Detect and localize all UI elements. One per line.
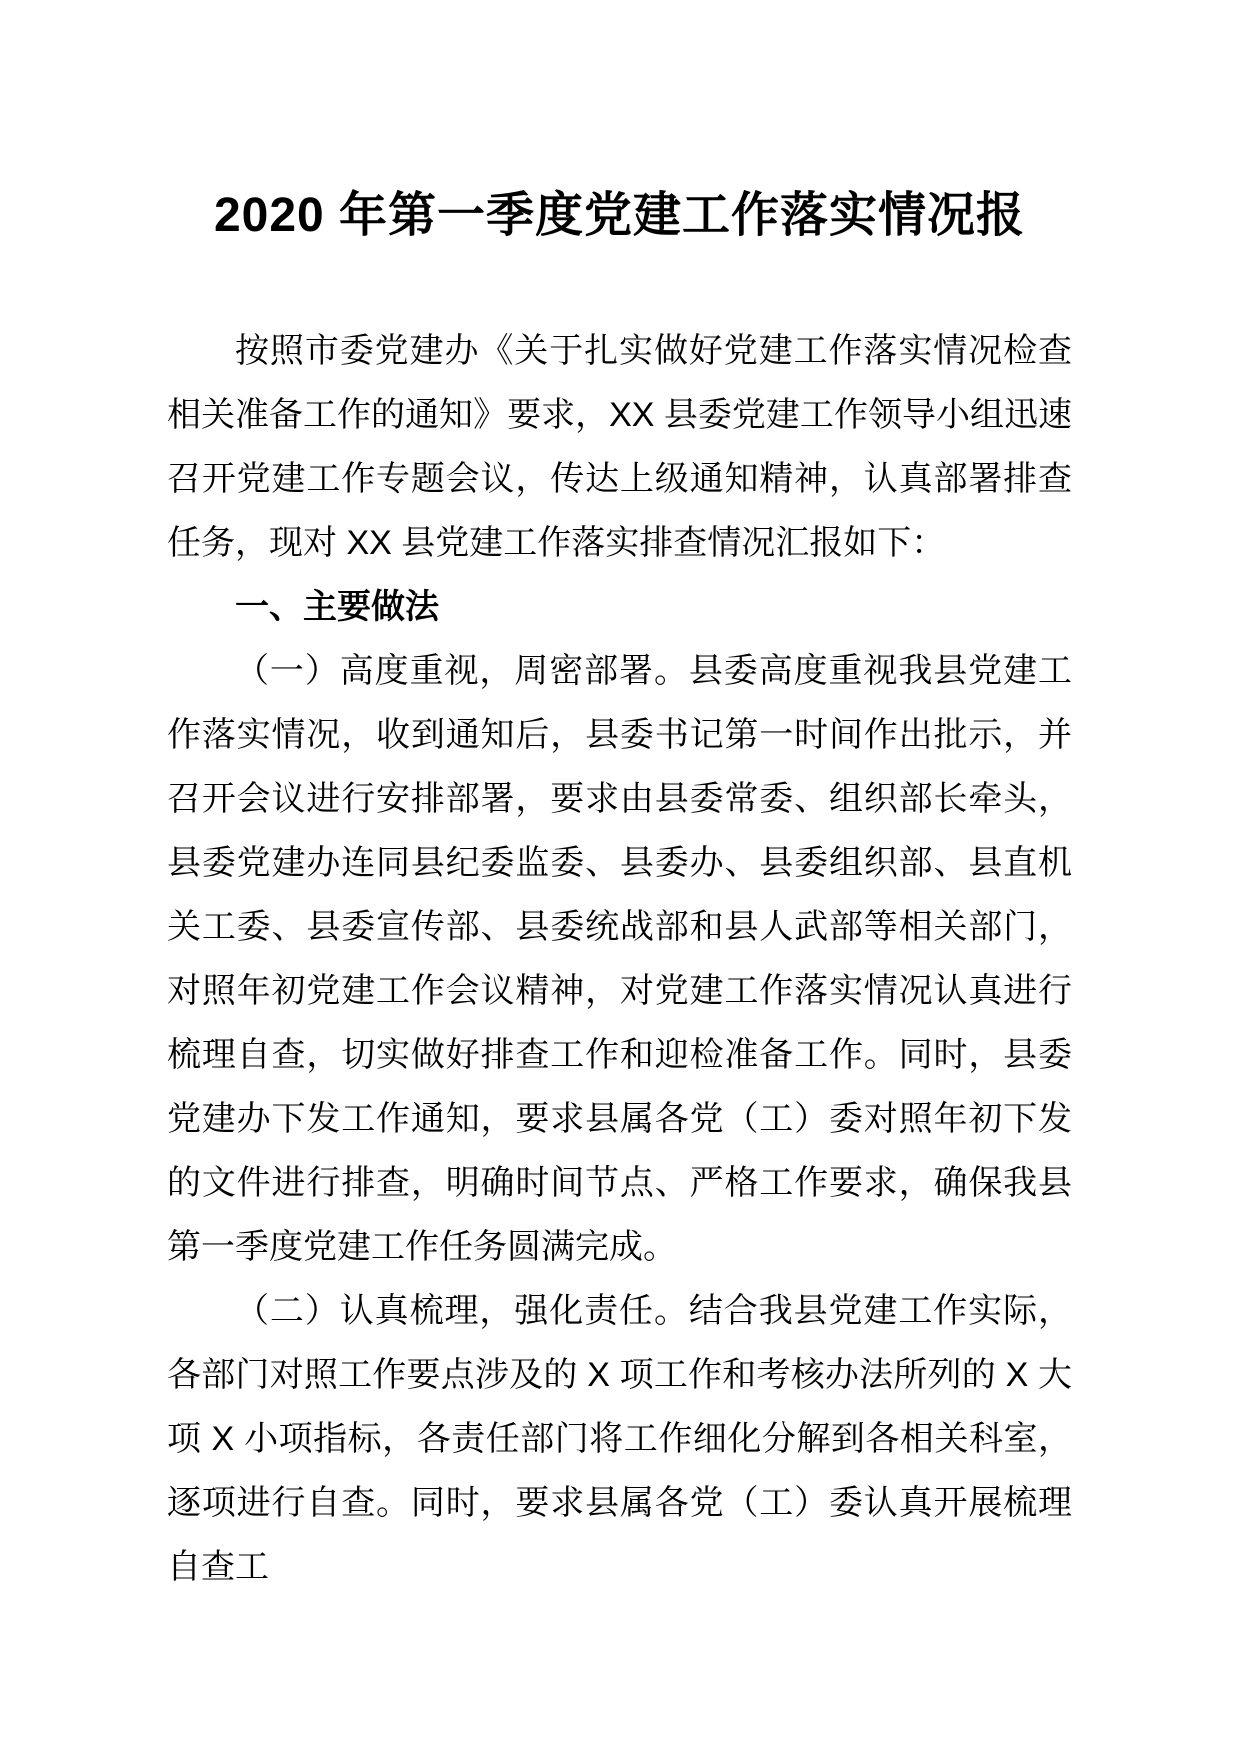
paragraph-section-2: （二）认真梳理，强化责任。结合我县党建工作实际，各部门对照工作要点涉及的 X 项工作和考核办法所列的 X 大项 X 小项指标，各责任部门将工作细化分解到各相关科室，逐项进行自查。同时，要求县属各党（工）委认真开展梳理自查工: [167, 1292, 1072, 1586]
paragraph-section-1: （一）高度重视，周密部署。县委高度重视我县党建工作落实情况，收到通知后，县委书记第一时间作出批示，并召开会议进行安排部署，要求由县委常委、组织部长牵头，县委党建办连同县纪委监委、县委办、县委组织部、县直机关工委、县委宣传部、县委统战部和县人武部等相关部门，对照年初党建工作会议精神，对党建工作落实情况认真进行梳理自查，切实做好排查工作和迎检准备工作。同时，县委党建办下发工作通知，要求县属各党（工）委对照年初下发的文件进行排查，明确时间节点、严格工作要求，确保我县第一季度党建工作任务圆满完成。: [167, 652, 1072, 1266]
section-heading-main-practices: 一、主要做法: [235, 588, 439, 626]
document-title: 2020 年第一季度党建工作落实情况报: [213, 189, 1026, 242]
intro-paragraph: 按照市委党建办《关于扎实做好党建工作落实情况检查相关准备工作的通知》要求，XX 县委党建工作领导小组迅速召开党建工作专题会议，传达上级通知精神，认真部署排查任务，现对 XX 县党建工作落实排查情况汇报如下：: [167, 332, 1072, 562]
